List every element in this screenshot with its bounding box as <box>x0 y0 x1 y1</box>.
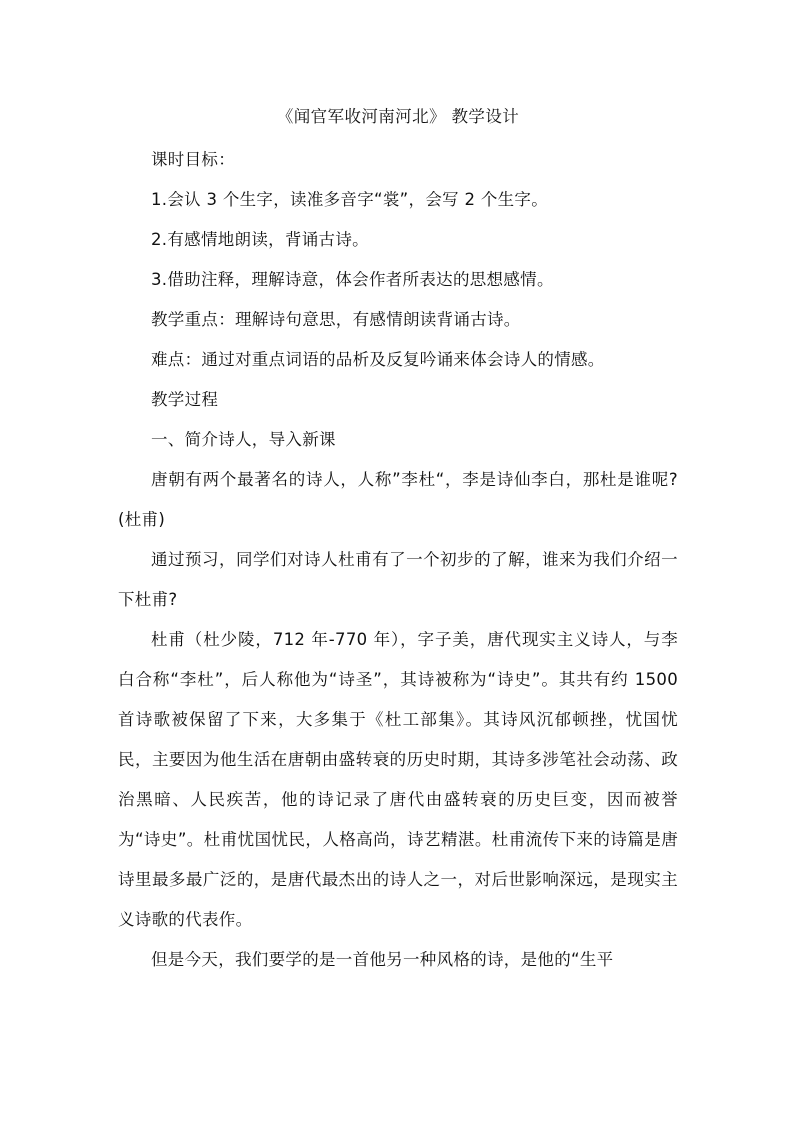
body-paragraph: 杜甫（杜少陵，712 年-770 年），字子美，唐代现实主义诗人，与李白合称“李杜”，后人称他为“诗圣”，其诗被称为“诗史”。其共有约 1500 首诗歌被保留了下来，大多集于《杜工部集》。其诗风沉郁顿挫，忧国忧民，主要因为他生活在唐朝由盛转衰的历史时期，其诗多涉笔社会动荡、政治黑暗、人民疾苦，他的诗记录了唐代由盛转衰的历史巨变，因而被誉为“诗史”。杜甫忧国忧民，人格高尚，诗艺精湛。杜甫流传下来的诗篇是唐诗里最多最广泛的，是唐代最杰出的诗人之一，对后世影响深远，是现实主义诗歌的代表作。 <box>118 630 678 929</box>
objective-item-3: 3.借助注释，理解诗意，体会作者所表达的思想感情。 <box>151 270 554 289</box>
objective-item-2: 2.有感情地朗读，背诵古诗。 <box>151 230 369 249</box>
section-label-process: 教学过程 <box>151 390 219 409</box>
document-title: 《闻官军收河南河北》 教学设计 <box>276 107 520 126</box>
teaching-focus: 教学重点：理解诗句意思，有感情朗读背诵古诗。 <box>151 310 521 329</box>
objective-item-1: 1.会认 3 个生字，读准多音字“裳”，会写 2 个生字。 <box>151 190 549 209</box>
body-paragraph: 唐朝有两个最著名的诗人，人称”李杜“，李是诗仙李白，那杜是谁呢?(杜甫) <box>118 470 678 529</box>
section-label-objectives: 课时目标： <box>151 150 235 169</box>
body-paragraph: 通过预习，同学们对诗人杜甫有了一个初步的了解，谁来为我们介绍一下杜甫? <box>118 550 678 609</box>
body-paragraph: 但是今天，我们要学的是一首他另一种风格的诗，是他的“生平 <box>151 950 614 969</box>
document-body <box>118 100 678 980</box>
teaching-difficulty: 难点：通过对重点词语的品析及反复吟诵来体会诗人的情感。 <box>151 350 605 369</box>
section-heading-introduction: 一、简介诗人，导入新课 <box>151 430 336 449</box>
